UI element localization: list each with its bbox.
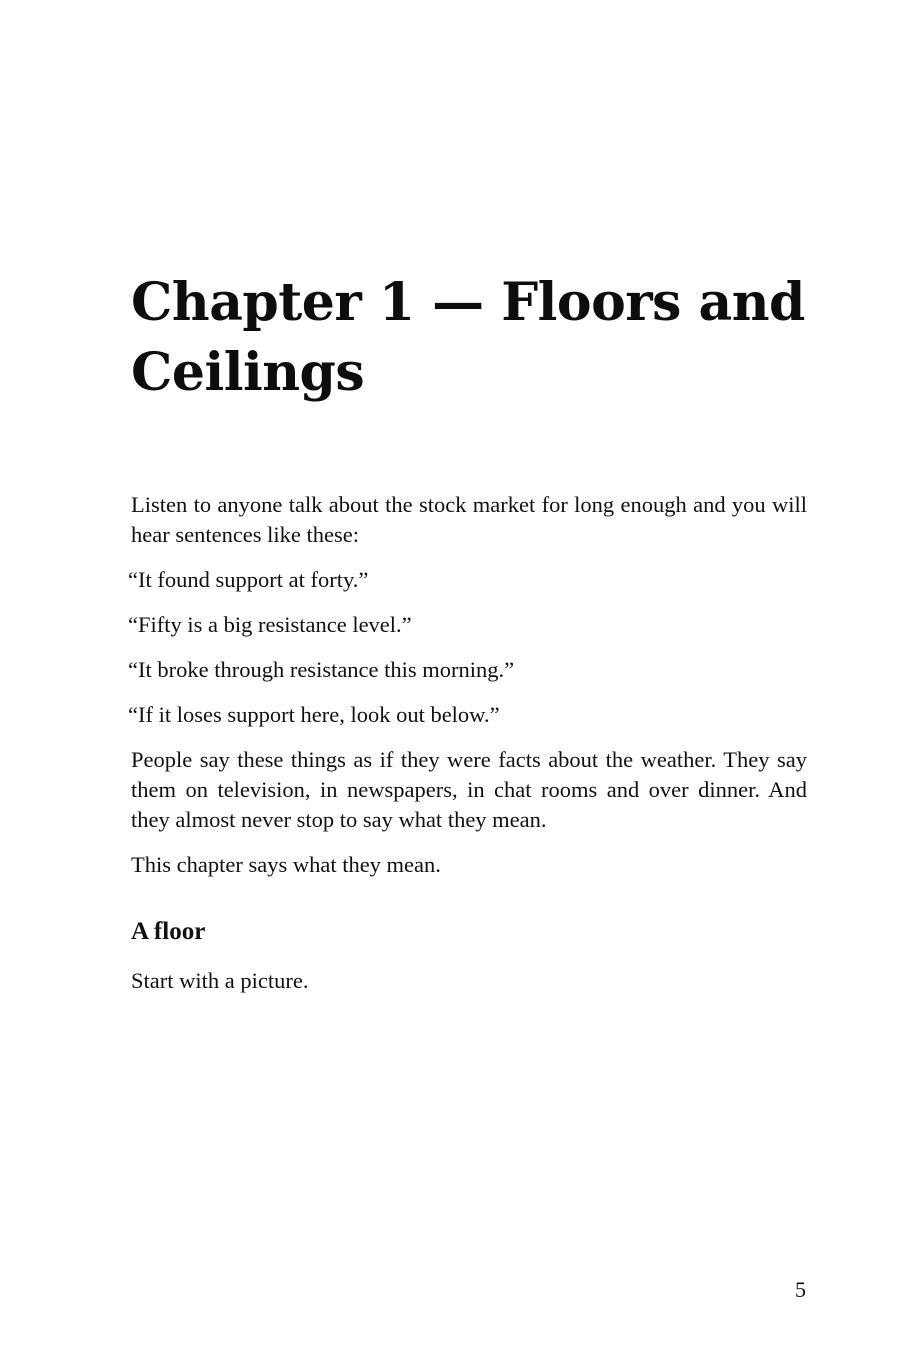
quote-loses-support: “If it loses support here, look out below.”: [128, 702, 500, 727]
quote-broke-through: “It broke through resistance this morning.”: [128, 657, 515, 682]
section-heading-floor: A floor: [131, 918, 206, 945]
chapter-body: [128, 490, 807, 1011]
paragraph-people-say: People say these things as if they were facts about the weather. They say them on television, in newspapers, in chat rooms and over dinner. And they almost never stop to say what they mean.: [131, 747, 807, 832]
section-paragraph: Start with a picture.: [131, 968, 309, 993]
paragraph-chapter-says: This chapter says what they mean.: [131, 852, 441, 877]
intro-paragraph: Listen to anyone talk about the stock market for long enough and you will hear sentences like these:: [131, 492, 807, 547]
quote-support-forty: “It found support at forty.”: [128, 567, 369, 592]
chapter-title: Chapter 1 — Floors and Ceilings: [131, 272, 805, 403]
page-number: 5: [795, 1277, 806, 1302]
quote-resistance-fifty: “Fifty is a big resistance level.”: [128, 612, 412, 637]
